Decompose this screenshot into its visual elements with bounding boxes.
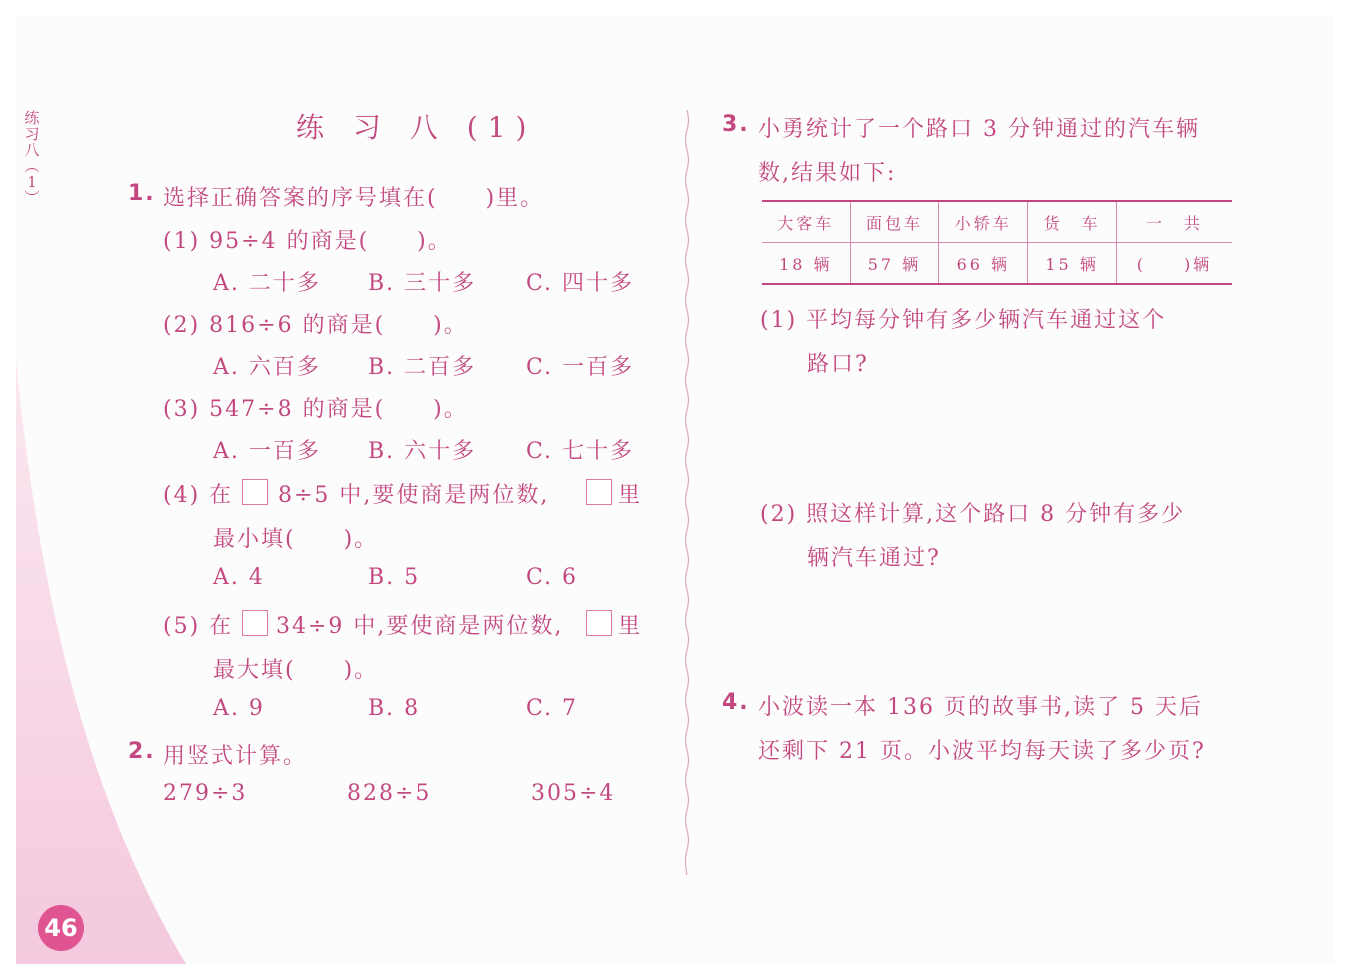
q1-sub1-option-b: B. 三十多	[368, 271, 477, 296]
q1-sub5-middle: 34÷9 中,要使商是两位数,	[276, 614, 564, 639]
q2-item-1: 279÷3	[163, 781, 248, 806]
q1-sub4-prefix: (4) 在	[163, 483, 234, 508]
q1-sub4-suffix: 里	[618, 483, 643, 508]
table-value-cell: 15 辆	[1028, 243, 1117, 285]
q1-sub5-option-a: A. 9	[213, 696, 265, 721]
q1-sub4-line2: 最小填( )。	[213, 527, 379, 552]
decorative-pink-curve	[16, 360, 186, 964]
table-header-cell: 一 共	[1117, 201, 1232, 243]
question-4-line2: 还剩下 21 页。小波平均每天读了多少页?	[758, 739, 1206, 764]
q1-sub4-blank-box-ref	[586, 479, 612, 505]
q1-sub2-option-c: C. 一百多	[526, 355, 635, 380]
q1-sub4-middle: 8÷5 中,要使商是两位数,	[278, 483, 550, 508]
page-title: 练 习 八 (1)	[296, 111, 537, 144]
question-3-line1: 小勇统计了一个路口 3 分钟通过的汽车辆	[758, 117, 1200, 142]
table-total-cell[interactable]: ( )辆	[1117, 243, 1232, 285]
q1-sub3-stem: (3) 547÷8 的商是( )。	[163, 397, 468, 422]
q1-sub3-option-c: C. 七十多	[526, 439, 635, 464]
page-divider	[682, 110, 692, 875]
question-4-number: 4.	[722, 690, 750, 715]
q1-sub3-option-b: B. 六十多	[368, 439, 477, 464]
q1-sub5-blank-box-ref	[586, 610, 612, 636]
q1-sub4-blank-box[interactable]	[242, 479, 268, 505]
table-value-cell: 18 辆	[779, 254, 833, 274]
q2-item-2: 828÷5	[347, 781, 432, 806]
table-header-cell: 小轿车	[939, 201, 1028, 243]
table-value-cell: 66 辆	[939, 243, 1028, 285]
q2-item-3: 305÷4	[531, 781, 616, 806]
question-3-line2: 数,结果如下:	[758, 161, 897, 186]
question-2-number: 2.	[128, 739, 156, 764]
table-header-cell: 面包车	[850, 201, 939, 243]
question-4-line1: 小波读一本 136 页的故事书,读了 5 天后	[758, 695, 1203, 720]
q1-sub2-option-b: B. 二百多	[368, 355, 477, 380]
q1-sub3-option-a: A. 一百多	[213, 439, 321, 464]
q1-sub1-option-c: C. 四十多	[526, 271, 635, 296]
page-number-badge: 46	[38, 905, 84, 951]
q3-part1-line2: 路口?	[807, 352, 869, 377]
q1-sub1-stem: (1) 95÷4 的商是( )。	[163, 229, 452, 254]
q3-part2-line1: (2) 照这样计算,这个路口 8 分钟有多少	[760, 502, 1186, 527]
question-3-number: 3.	[722, 112, 750, 137]
q1-sub4-option-b: B. 5	[368, 565, 421, 590]
q1-sub5-option-c: C. 7	[526, 696, 579, 721]
traffic-count-table	[762, 200, 1232, 285]
q1-sub5-suffix: 里	[618, 614, 643, 639]
q1-sub2-stem: (2) 816÷6 的商是( )。	[163, 313, 468, 338]
question-1-text: 选择正确答案的序号填在( )里。	[163, 186, 545, 211]
table-header-cell: 大客车	[777, 213, 835, 233]
q1-sub5-blank-box[interactable]	[242, 610, 268, 636]
q3-part1-line1: (1) 平均每分钟有多少辆汽车通过这个	[760, 308, 1167, 333]
table-value-cell: 57 辆	[850, 243, 939, 285]
q1-sub5-option-b: B. 8	[368, 696, 421, 721]
q1-sub5-line2: 最大填( )。	[213, 658, 379, 683]
q3-part2-line2: 辆汽车通过?	[807, 546, 941, 571]
q1-sub5-prefix: (5) 在	[163, 614, 234, 639]
q1-sub1-option-a: A. 二十多	[213, 271, 321, 296]
q1-sub4-option-c: C. 6	[526, 565, 579, 590]
side-chapter-label: 练 习 八 ︵ 1 ︶	[24, 109, 40, 207]
question-2-text: 用竖式计算。	[163, 744, 308, 769]
question-1-number: 1.	[128, 181, 156, 206]
q1-sub4-option-a: A. 4	[213, 565, 265, 590]
table-header-cell: 货 车	[1028, 201, 1117, 243]
q1-sub2-option-a: A. 六百多	[213, 355, 321, 380]
